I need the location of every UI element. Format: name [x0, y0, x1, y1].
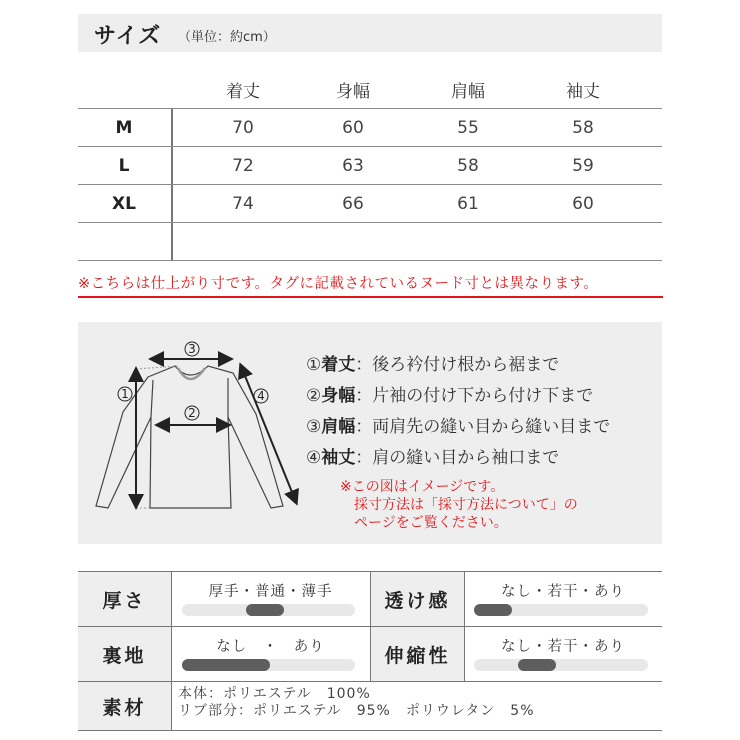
- table-cell: 74: [232, 193, 254, 214]
- scale-track: [474, 604, 648, 616]
- col-header: 肩幅: [451, 81, 485, 102]
- size-table-header: [78, 70, 662, 109]
- table-cell: 58: [457, 155, 479, 176]
- table-cell: 61: [457, 193, 479, 214]
- lining-scale: なし ・ あり: [172, 627, 369, 681]
- scale-indicator: [474, 604, 512, 616]
- table-cell: 60: [572, 193, 594, 214]
- table-row-empty: [78, 223, 662, 261]
- material-text: 本体：ポリエステル 100% リブ部分：ポリエステル 95% ポリウレタン 5%: [178, 686, 535, 719]
- table-cell: 63: [342, 155, 364, 176]
- stretch-scale: なし・若干・あり: [464, 627, 662, 681]
- legend-item: ②身幅：片袖の付け下から付け下まで: [306, 386, 594, 406]
- attr-label-stretch: 伸縮性: [370, 627, 465, 681]
- size-label: XL: [112, 193, 136, 214]
- svg-text:4: 4: [257, 389, 265, 403]
- svg-text:3: 3: [188, 342, 196, 356]
- thickness-scale: 厚手・普通・薄手: [172, 572, 369, 626]
- legend-item: ③肩幅：両肩先の縫い目から縫い目まで: [306, 417, 611, 437]
- scale-indicator: [246, 604, 284, 616]
- unit-label: （単位：約cm）: [178, 30, 276, 45]
- measurement-diagram-panel: [78, 322, 662, 544]
- fabric-attributes-table: [78, 571, 662, 731]
- scale-track: [182, 659, 355, 671]
- title-bar: [78, 14, 662, 52]
- size-label: L: [118, 155, 130, 176]
- scale-track: [182, 604, 355, 616]
- table-cell: 58: [572, 117, 594, 138]
- legend-item: ①着丈：後ろ衿付け根から裾まで: [306, 355, 560, 375]
- col-header: 着丈: [226, 81, 260, 102]
- attr-label-thickness: 厚さ: [78, 572, 172, 626]
- diagram-note: ※この図はイメージです。 採寸方法は「採寸方法について」の ページをご覧ください。: [340, 479, 578, 531]
- legend-item: ④袖丈：肩の縫い目から袖口まで: [306, 448, 560, 468]
- scale-indicator: [518, 659, 556, 671]
- measurement-legend: [306, 350, 610, 474]
- attr-row-material: [78, 682, 662, 731]
- table-row: [78, 147, 662, 185]
- attr-row: [78, 572, 662, 627]
- attr-label-material: 素材: [78, 682, 172, 730]
- page-title: サイズ: [94, 24, 162, 49]
- table-cell: 66: [342, 193, 364, 214]
- col-header: 袖丈: [566, 81, 600, 102]
- table-row: [78, 109, 662, 147]
- scale-track: [474, 659, 648, 671]
- attr-label-lining: 裏地: [78, 627, 172, 681]
- table-cell: 59: [572, 155, 594, 176]
- scale-indicator: [182, 659, 270, 671]
- svg-text:1: 1: [121, 387, 129, 401]
- shirt-diagram-icon: [78, 322, 308, 544]
- size-label: M: [115, 117, 133, 138]
- table-cell: 70: [232, 117, 254, 138]
- finish-size-note: ※こちらは仕上がり寸です。タグに記載されているヌード寸とは異なります。: [78, 272, 663, 298]
- table-cell: 60: [342, 117, 364, 138]
- size-table: [78, 70, 662, 261]
- table-cell: 72: [232, 155, 254, 176]
- table-row: [78, 185, 662, 223]
- attr-row: [78, 627, 662, 682]
- attr-label-sheerness: 透け感: [370, 572, 465, 626]
- table-cell: 55: [457, 117, 479, 138]
- col-header: 身幅: [336, 81, 370, 102]
- svg-text:2: 2: [188, 406, 196, 420]
- sheerness-scale: なし・若干・あり: [464, 572, 662, 626]
